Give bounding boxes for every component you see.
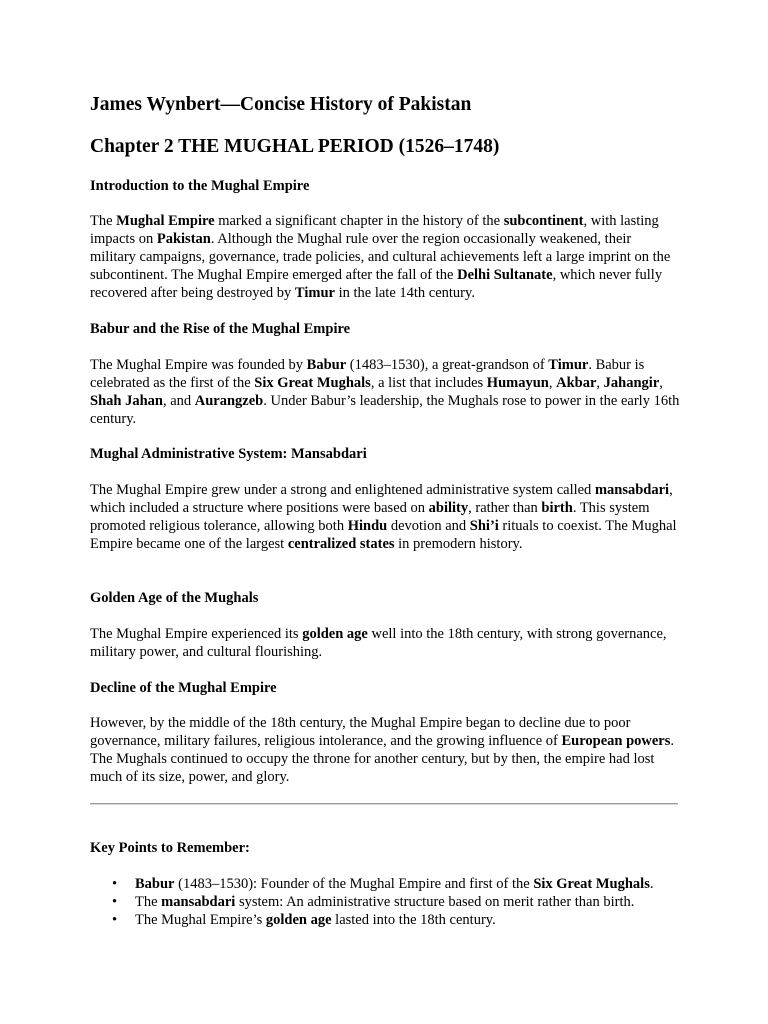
bold-term: Timur: [294, 285, 335, 301]
bold-term: Akbar: [556, 375, 597, 391]
bold-term: Jahangir: [603, 375, 660, 391]
bold-term: centralized states: [287, 536, 395, 552]
bold-term: Babur: [135, 876, 175, 892]
bold-term: Babur: [306, 357, 347, 373]
chapter-title: Chapter 2 THE MUGHAL PERIOD (1526–1748): [90, 136, 500, 157]
section-paragraph-babur: The Mughal Empire was founded by Babur (1483–1530), a great-grandson of Timur. Babur is celebrated as the first of the Six Great Mughals, a list that includes Humayun, Akbar, Jahangir, Shah Jahan, and Aurangzeb. Under Babur’s leadership, the Mughals rose to power in the early 16th century.: [90, 357, 680, 427]
section-heading-golden-age: Golden Age of the Mughals: [90, 590, 259, 606]
list-item-text: The Mughal Empire’s golden age lasted into the 18th century.: [135, 912, 496, 928]
bold-term: mansabdari: [161, 894, 236, 910]
bold-term: Pakistan: [156, 231, 211, 247]
section-paragraph-golden-age: The Mughal Empire experienced its golden age well into the 18th century, with strong governance, military power, and cultural flourishing.: [90, 626, 667, 660]
list-item-text: Babur (1483–1530): Founder of the Mughal Empire and first of the Six Great Mughals.: [135, 876, 654, 892]
list-item: [90, 911, 680, 929]
bold-term: Hindu: [347, 518, 388, 534]
bold-term: golden age: [265, 912, 332, 928]
list-item: [90, 875, 680, 893]
bold-term: Delhi Sultanate: [457, 267, 553, 283]
list-item-text: The mansabdari system: An administrative structure based on merit rather than birth.: [135, 894, 635, 910]
bold-term: Humayun: [486, 375, 549, 391]
bold-term: Shah Jahan: [90, 393, 163, 409]
bold-term: Mughal Empire: [116, 213, 215, 229]
key-points-list: [90, 875, 680, 929]
document-title: James Wynbert—Concise History of Pakistan: [90, 94, 472, 115]
list-item: [90, 893, 680, 911]
section-paragraph-decline: However, by the middle of the 18th century, the Mughal Empire began to decline due to poor governance, military failures, religious intolerance, and the growing influence of European powers. The Mughals continued to occupy the throne for another century, but by then, the empire had lost much of its size, power, and glory.: [90, 715, 675, 785]
bullet-icon: •: [112, 894, 118, 910]
section-heading-decline: Decline of the Mughal Empire: [90, 680, 277, 696]
bold-term: ability: [428, 500, 469, 516]
section-paragraph-mansabdari: The Mughal Empire grew under a strong and enlightened administrative system called mansabdari, which included a structure where positions were based on ability, rather than birth. This system promoted religious tolerance, allowing both Hindu devotion and Shi’i rituals to coexist. The Mughal Empire became one of the largest centralized states in premodern history.: [90, 482, 677, 552]
horizontal-divider: [90, 803, 678, 805]
bold-term: Six Great Mughals: [533, 876, 650, 892]
bold-term: mansabdari: [594, 482, 670, 498]
key-points-heading: Key Points to Remember:: [90, 840, 250, 856]
bullet-icon: •: [112, 912, 118, 928]
bold-term: golden age: [302, 626, 368, 642]
bold-term: Six Great Mughals: [254, 375, 371, 391]
bullet-icon: •: [112, 876, 118, 892]
section-paragraph-introduction: The Mughal Empire marked a significant chapter in the history of the subcontinent, with lasting impacts on Pakistan. Although the Mughal rule over the region occasionally weakened, their military campaigns, governance, trade policies, and cultural achievements left a large imprint on the subcontinent. The Mughal Empire emerged after the fall of the Delhi Sultanate, which never fully recovered after being destroyed by Timur in the late 14th century.: [90, 213, 671, 301]
bold-term: Aurangzeb: [194, 393, 264, 409]
bold-term: subcontinent: [503, 213, 584, 229]
bold-term: Timur: [548, 357, 589, 373]
bold-term: birth: [541, 500, 573, 516]
section-heading-mansabdari: Mughal Administrative System: Mansabdari: [90, 446, 367, 462]
section-heading-babur: Babur and the Rise of the Mughal Empire: [90, 321, 351, 337]
bold-term: European powers: [561, 733, 671, 749]
bold-term: Shi’i: [469, 518, 499, 534]
section-heading-introduction: Introduction to the Mughal Empire: [90, 178, 310, 194]
